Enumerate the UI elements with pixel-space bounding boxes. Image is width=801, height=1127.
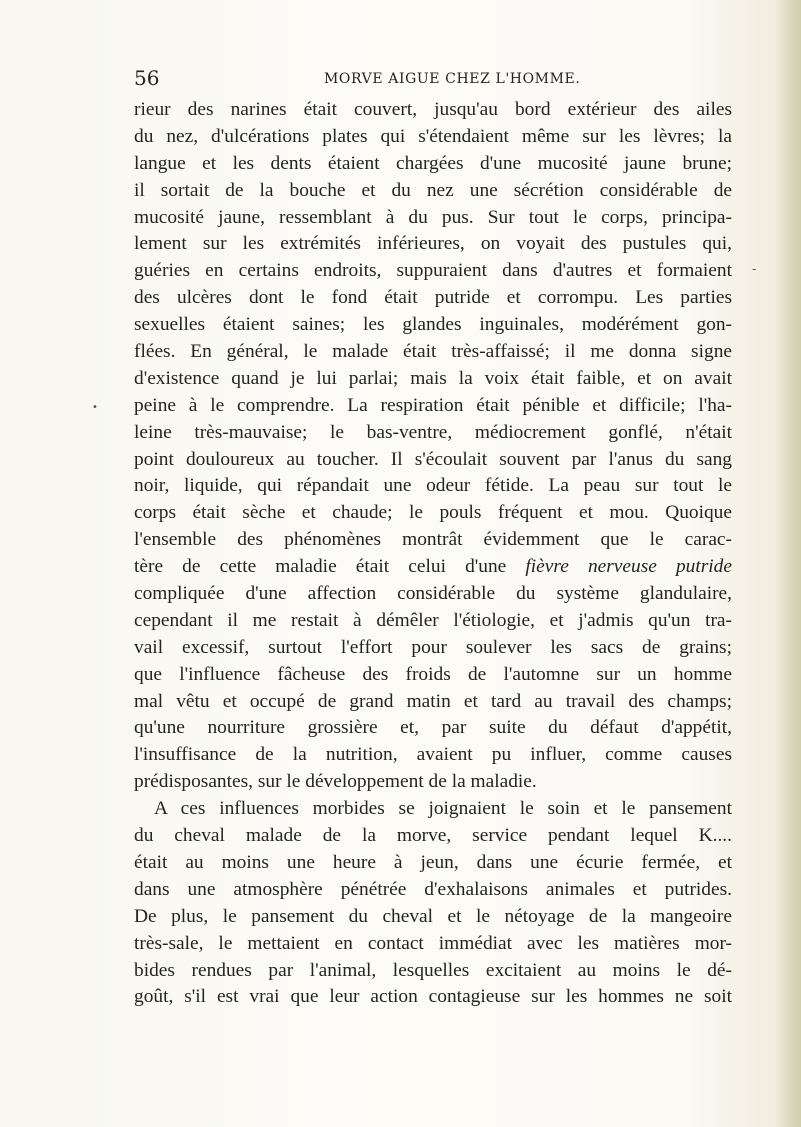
text-line: qu'une nourriture grossière et, par suite du défaut d'appétit, [134,717,732,739]
page-number: 56 [134,66,160,90]
running-title: MORVE AIGUE CHEZ L'HOMME. [324,71,581,87]
text-line: il sortait de la bouche et du nez une sécrétion considérable de [134,179,732,201]
text-line: était au moins une heure à jeun, dans une écurie fermée, et [134,851,732,873]
text-line-start: tère de cette maladie était celui d'une [134,556,526,578]
page-header [134,66,734,90]
text-line: bides rendues par l'animal, lesquelles excitaient au moins le dé- [134,959,732,981]
text-line: goût, s'il est vrai que leur action contagieuse sur les hommes ne soit [134,986,732,1008]
margin-speck: - [752,262,757,276]
text-line: du nez, d'ulcérations plates qui s'étendaient même sur les lèvres; la [134,125,732,147]
text-line: mal vêtu et occupé de grand matin et tard au travail des champs; [134,690,732,712]
text-line: très-sale, le mettaient en contact immédiat avec les matières mor- [134,932,732,954]
text-line: du cheval malade de la morve, service pendant lequel K.... [134,825,732,847]
text-line: rieur des narines était couvert, jusqu'au bord extérieur des ailes [134,99,732,120]
paragraph-start-line: A ces influences morbides se joignaient le soin et le pansement [154,798,732,820]
text-line: point douloureux au toucher. Il s'écoulait souvent par l'anus du sang [134,448,732,470]
text-line: cependant il me restait à démêler l'étiologie, et j'admis qu'un tra- [134,609,732,631]
text-line: vail excessif, surtout l'effort pour soulever les sacs de grains; [134,636,732,658]
italic-phrase: fièvre nerveuse putride [525,556,732,578]
text-line: langue et les dents étaient chargées d'une mucosité jaune brune; [134,152,732,174]
text-line: l'ensemble des phénomènes montrât évidemment que le carac- [134,529,732,551]
text-line: noir, liquide, qui répandait une odeur fétide. La peau sur tout le [134,475,732,497]
text-line: des ulcères dont le fond était putride et corrompu. Les parties [134,287,732,309]
text-line-with-italic [134,554,732,581]
text-line: sexuelles étaient saines; les glandes inguinales, modérément gon- [134,314,732,336]
text-line: mucosité jaune, ressemblant à du pus. Sur tout le corps, principa- [134,206,732,228]
page-edge-shadow [775,0,801,1127]
text-line: guéries en certains endroits, suppuraient dans d'autres et formaient [134,260,732,282]
body-text [134,97,732,1011]
text-line: corps était sèche et chaude; le pouls fréquent et mou. Quoique [134,502,732,524]
margin-speck: • [92,402,98,413]
text-line: lement sur les extrémités inférieures, on voyait des pustules qui, [134,233,732,255]
text-line: compliquée d'une affection considérable du système glandulaire, [134,583,732,605]
text-line: De plus, le pansement du cheval et le nétoyage de la mangeoire [134,905,732,927]
paragraph-end-line: prédisposantes, sur le développement de la maladie. [134,771,537,793]
text-line: d'existence quand je lui parlai; mais la voix était faible, et on avait [134,367,732,389]
text-line: leine très-mauvaise; le bas-ventre, médiocrement gonflé, n'était [134,421,732,443]
text-line: peine à le comprendre. La respiration était pénible et difficile; l'ha- [134,394,732,416]
text-line: l'insuffisance de la nutrition, avaient pu influer, comme causes [134,744,732,766]
text-line: dans une atmosphère pénétrée d'exhalaisons animales et putrides. [134,878,732,900]
text-line: que l'influence fâcheuse des froids de l'automne sur un homme [134,663,732,685]
text-line: flées. En général, le malade était très-affaissé; il me donna signe [134,341,732,363]
